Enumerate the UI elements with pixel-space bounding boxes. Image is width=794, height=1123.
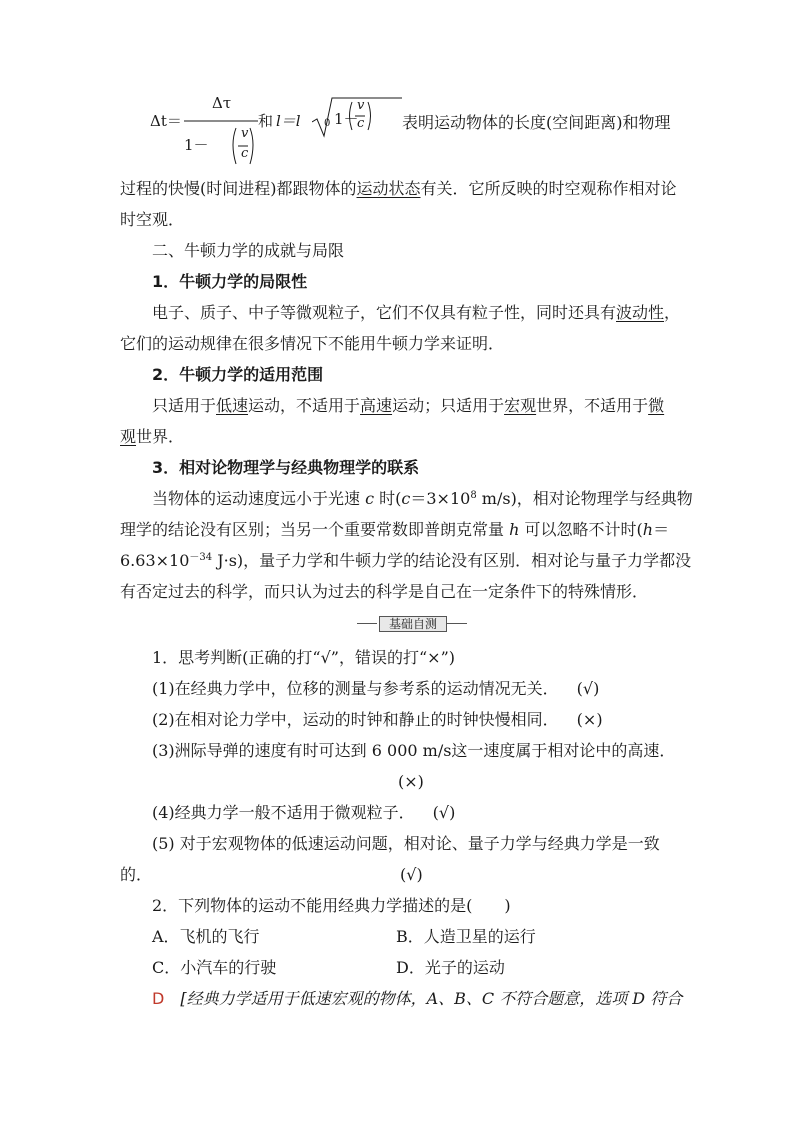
time-dilation-formula — [150, 92, 680, 168]
denominator-v: v — [241, 126, 249, 141]
paragraph-line: 只适用于低速运动，不适用于高速运动；只适用于宏观世界，不适用于微 — [152, 396, 665, 415]
judgement-item: (4)经典力学一般不适用于微观粒子． (√) — [152, 803, 456, 822]
length-label: l＝l — [276, 112, 301, 130]
judgement-item: (2)在相对论力学中，运动的时钟和静止的时钟快慢相同． (×) — [152, 710, 603, 729]
option-d: D．光子的运动 — [396, 958, 505, 977]
sqrt-v: v — [357, 98, 365, 113]
paragraph-line: 理学的结论没有区别；当另一个重要常数即普朗克常量 h 可以忽略不计时(h＝ — [120, 520, 670, 539]
option-c: C．小汽车的行驶 — [152, 958, 277, 977]
l-subscript: 0 — [324, 118, 331, 129]
paragraph-line: 它们的运动规律在很多情况下不能用牛顿力学来证明． — [120, 334, 505, 353]
numerator: Δτ — [212, 94, 232, 112]
option-a: A．飞机的飞行 — [152, 927, 260, 946]
subsection-heading: 2．牛顿力学的适用范围 — [152, 365, 324, 384]
answer-explanation — [152, 987, 682, 1011]
judgement-item: (1)在经典力学中，位移的测量与参考系的运动情况无关． (√) — [152, 679, 600, 698]
paragraph-line: 当物体的运动速度远小于光速 c 时($c=3\times 10^8$ m/s)，相对论物理学与经典物 — [152, 489, 693, 508]
answer-mark: (√) — [576, 679, 600, 698]
paragraph-line: 时空观． — [120, 210, 185, 229]
denominator-one: 1－ — [184, 136, 209, 154]
question-title: 2．下列物体的运动不能用经典力学描述的是( ) — [152, 896, 511, 915]
subsection-heading: 1．牛顿力学的局限性 — [152, 272, 308, 291]
sqrt-c: c — [357, 116, 365, 131]
answer-mark: (×) — [576, 710, 603, 729]
underlined-term: 宏观 — [504, 396, 537, 415]
section-heading: 二、牛顿力学的成就与局限 — [152, 241, 345, 260]
underlined-term: 高速 — [360, 396, 393, 415]
question-title: 1．思考判断(正确的打“√”，错误的打“×”) — [152, 648, 455, 667]
subsection-heading: 3．相对论物理学与经典物理学的联系 — [152, 458, 420, 477]
formula-tail-text: 表明运动物体的长度(空间距离)和物理 — [402, 113, 671, 132]
paragraph-line: 观世界． — [120, 427, 185, 446]
sqrt-one: 1－ — [334, 110, 359, 128]
underlined-term: 微 — [648, 396, 665, 415]
answer-mark: (×) — [398, 772, 424, 791]
answer-text: [经典力学适用于低速宏观的物体，A、B、C 不符合题意，选项 D 符合 — [180, 989, 683, 1008]
judgement-item-cont: 的． — [120, 865, 153, 884]
paragraph-line: $6.63\times 10^{-34}$ J·s)，量子力学和牛顿力学的结论没有区别．相对论与量子力学都没 — [120, 551, 692, 570]
denominator-c: c — [241, 146, 249, 161]
judgement-item: (3)洲际导弹的速度有时可达到 6 000 m/s这一速度属于相对论中的高速． — [152, 741, 676, 760]
delta-t-label: Δt＝ — [150, 112, 182, 130]
answer-mark: (√) — [400, 865, 423, 884]
paragraph-line: 过程的快慢(时间进程)都跟物体的运动状态有关．它所反映的时空观称作相对论 — [120, 179, 677, 198]
badge-label: 基础自测 — [379, 616, 447, 632]
and-word: 和 — [258, 112, 274, 130]
option-b: B．人造卫星的运行 — [396, 927, 536, 946]
underlined-term: 运动状态 — [356, 179, 421, 198]
paragraph-line: 电子、质子、中子等微观粒子，它们不仅具有粒子性，同时还具有波动性， — [152, 303, 681, 322]
underlined-term: 低速 — [216, 396, 249, 415]
underlined-term: 波动性 — [616, 303, 665, 322]
underlined-term: 观 — [120, 427, 137, 446]
section-badge — [357, 615, 467, 633]
judgement-item: (5) 对于宏观物体的低速运动问题，相对论、量子力学与经典力学是一致 — [152, 834, 660, 853]
answer-letter: D — [152, 989, 165, 1008]
answer-mark: (√) — [432, 803, 456, 822]
paragraph-line: 有否定过去的科学，而只认为过去的科学是自己在一定条件下的特殊情形． — [120, 582, 649, 601]
